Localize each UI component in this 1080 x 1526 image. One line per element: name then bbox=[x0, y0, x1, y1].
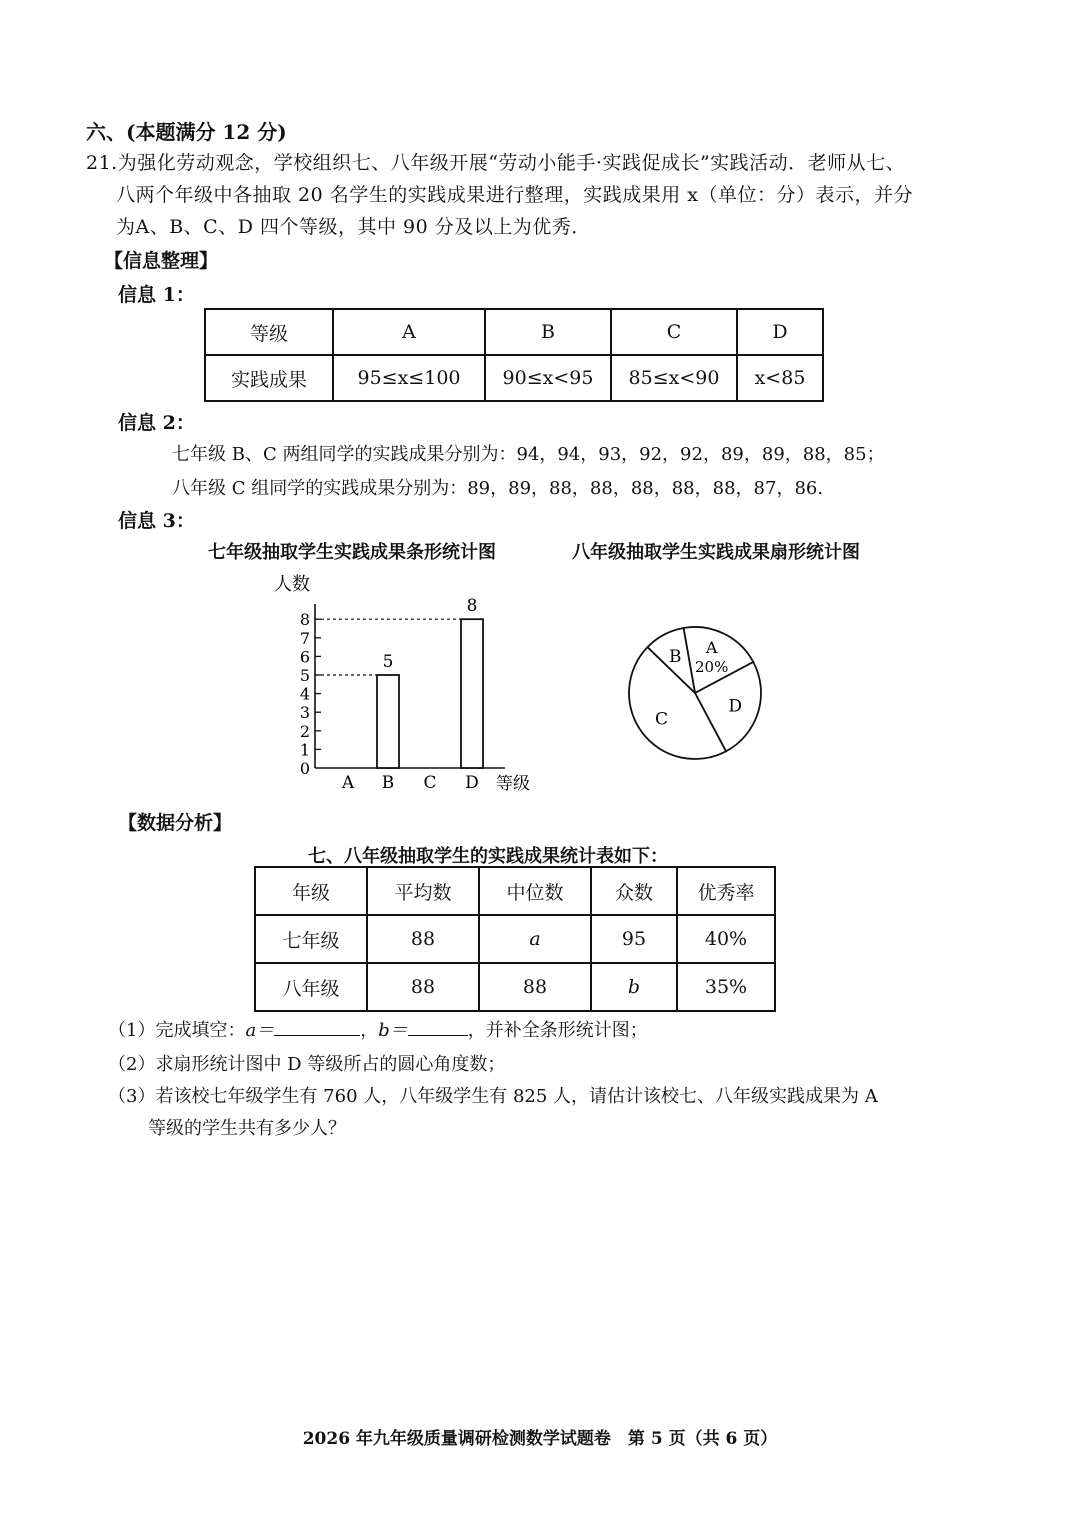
page-footer: 2026 年九年级质量调研检测数学试题卷 第 5 页（共 6 页） bbox=[302, 1429, 778, 1449]
table-cell: B bbox=[485, 309, 611, 355]
question-line-1 bbox=[86, 148, 905, 175]
q1-separator: ， bbox=[360, 1020, 379, 1041]
bar bbox=[377, 675, 399, 768]
bar-value-label: 8 bbox=[466, 596, 478, 617]
table-cell: 35% bbox=[677, 963, 775, 1011]
y-tick-label: 2 bbox=[299, 721, 310, 741]
bar-value-label: 5 bbox=[382, 652, 394, 672]
table-cell: 众数 bbox=[591, 867, 677, 915]
x-tick-label: D bbox=[465, 773, 479, 793]
q1-b-label: b＝ bbox=[378, 1020, 408, 1041]
table-cell: 等级 bbox=[205, 309, 333, 355]
pie-slice-label: C bbox=[654, 709, 668, 730]
table-cell: 平均数 bbox=[367, 867, 479, 915]
table-cell: 八年级 bbox=[255, 963, 367, 1011]
pie-chart bbox=[620, 618, 770, 768]
sub-question-3-line-1: （3）若该校七年级学生有 760 人，八年级学生有 825 人，请估计该校七、八年级实践成果为 A bbox=[108, 1086, 878, 1107]
info1-label: 信息 1： bbox=[118, 284, 195, 306]
bar-chart-title: 七年级抽取学生实践成果条形统计图 bbox=[208, 542, 496, 563]
y-tick-label: 5 bbox=[299, 666, 310, 685]
table-row bbox=[255, 915, 775, 963]
pie-slice-percent: 20% bbox=[694, 657, 729, 676]
x-tick-label: A bbox=[341, 773, 355, 793]
sub-question-2: （2）求扇形统计图中 D 等级所占的圆心角度数； bbox=[108, 1054, 506, 1075]
table-cell: 40% bbox=[677, 915, 775, 963]
table-cell: 中位数 bbox=[479, 867, 591, 915]
pie-slice-label: D bbox=[728, 696, 742, 717]
info3-label: 信息 3： bbox=[118, 510, 195, 532]
y-tick-label: 8 bbox=[299, 610, 310, 630]
pie-slice-label: A bbox=[705, 637, 718, 657]
table-cell: b bbox=[591, 963, 677, 1011]
x-axis-label: 等级 bbox=[496, 774, 530, 794]
table-cell: 88 bbox=[367, 963, 479, 1011]
stats-table-caption: 七、八年级抽取学生的实践成果统计表如下： bbox=[308, 846, 668, 867]
stats-table bbox=[254, 866, 776, 1012]
grade-criteria-row bbox=[205, 355, 823, 401]
table-cell: 95 bbox=[591, 915, 677, 963]
table-cell: 95≤x≤100 bbox=[333, 355, 485, 401]
section-title: 六、(本题满分 12 分) bbox=[86, 120, 287, 144]
sub-question-3-line-2: 等级的学生共有多少人？ bbox=[148, 1118, 346, 1139]
q1-suffix: ，并补全条形统计图； bbox=[467, 1020, 648, 1041]
grade-criteria-table bbox=[204, 308, 824, 402]
y-tick-label: 0 bbox=[299, 759, 310, 778]
y-tick-label: 3 bbox=[299, 703, 310, 723]
grade-criteria-header-row bbox=[205, 309, 823, 355]
y-tick-label: 7 bbox=[299, 628, 310, 648]
y-axis-label: 人数 bbox=[274, 574, 310, 595]
answer-blank-a[interactable] bbox=[274, 1019, 360, 1036]
stats-header-row bbox=[255, 867, 775, 915]
table-cell: A bbox=[333, 309, 485, 355]
info2-line-1: 七年级 B、C 两组同学的实践成果分别为：94，94，93，92，92，89，89，88，85； bbox=[172, 444, 885, 465]
table-cell: 88 bbox=[479, 963, 591, 1011]
table-row bbox=[255, 963, 775, 1011]
q1-prefix: （1）完成填空： bbox=[108, 1020, 246, 1041]
table-cell: 85≤x<90 bbox=[611, 355, 737, 401]
table-cell: 优秀率 bbox=[677, 867, 775, 915]
question-line-2: 八两个年级中各抽取 20 名学生的实践成果进行整理，实践成果用 x（单位：分）表示，并分 bbox=[116, 184, 914, 206]
bar-chart bbox=[260, 566, 550, 806]
table-cell: 七年级 bbox=[255, 915, 367, 963]
analysis-section-label: 【数据分析】 bbox=[118, 812, 233, 834]
x-tick-label: C bbox=[423, 773, 437, 793]
question-number: 21. bbox=[86, 152, 118, 174]
table-cell: 年级 bbox=[255, 867, 367, 915]
table-cell: 实践成果 bbox=[205, 355, 333, 401]
answer-blank-b[interactable] bbox=[408, 1019, 468, 1036]
y-tick-label: 4 bbox=[299, 684, 310, 704]
y-tick-label: 6 bbox=[299, 647, 310, 667]
pie-chart-title: 八年级抽取学生实践成果扇形统计图 bbox=[572, 542, 860, 563]
bar bbox=[461, 619, 483, 768]
table-cell: 90≤x<95 bbox=[485, 355, 611, 401]
sub-question-1 bbox=[108, 1016, 648, 1042]
table-cell: x<85 bbox=[737, 355, 823, 401]
info2-line-2: 八年级 C 组同学的实践成果分别为：89，89，88，88，88，88，88，87，86. bbox=[172, 478, 824, 499]
table-cell: C bbox=[611, 309, 737, 355]
pie-slice-label: B bbox=[669, 646, 682, 667]
y-tick-label: 1 bbox=[299, 740, 310, 760]
table-cell: D bbox=[737, 309, 823, 355]
question-text-1: 为强化劳动观念，学校组织七、八年级开展“劳动小能手·实践促成长”实践活动．老师从七、 bbox=[117, 152, 906, 174]
table-cell: 88 bbox=[367, 915, 479, 963]
x-tick-label: B bbox=[381, 773, 395, 793]
question-line-3: 为A、B、C、D 四个等级，其中 90 分及以上为优秀． bbox=[116, 216, 591, 238]
q1-a-label: a＝ bbox=[245, 1020, 275, 1041]
table-cell: a bbox=[479, 915, 591, 963]
info2-label: 信息 2： bbox=[118, 412, 195, 434]
info-section-label: 【信息整理】 bbox=[104, 250, 219, 272]
